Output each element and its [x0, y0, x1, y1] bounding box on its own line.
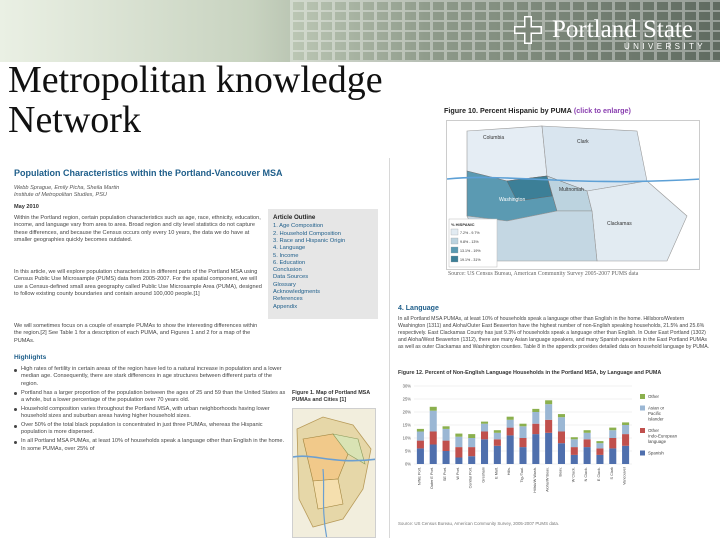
bar-segment — [481, 439, 488, 464]
outline-item[interactable]: 4. Language — [273, 245, 306, 252]
psu-logo-icon — [512, 14, 544, 46]
institute-line: Institute of Metropolitan Studies, PSU — [14, 192, 107, 198]
bar-segment — [571, 439, 578, 447]
map-label-clark: Clark — [577, 139, 589, 145]
outline-item[interactable]: Acknowledgments — [273, 289, 321, 296]
legend-label: Indo-European — [648, 433, 678, 439]
bar-segment — [507, 435, 514, 464]
y-tick-label: 25% — [402, 396, 411, 402]
bar-segment — [532, 424, 539, 434]
highlight-item: In all Portland MSA PUMAs, at least 10% of households speak a language other than English in the home. In some PUMAs, over 25% of — [14, 438, 286, 453]
intro-paragraph-1: Within the Portland region, certain population characteristics such as age, race, ethnicity, education, income, and language vary from area to area. Broad region and city level statistics do not capture these differences, and because the Census occurs only every 10 years, the data we do have at smaller geographies quickly becomes outdated. — [14, 215, 261, 244]
y-tick-label: 30% — [402, 383, 411, 389]
x-tick-label: S Clark — [609, 467, 614, 480]
legend-label: language — [648, 439, 667, 444]
language-stacked-bar-chart — [392, 380, 718, 512]
outline-item[interactable]: Glossary — [273, 281, 296, 288]
bar-segment — [609, 438, 616, 448]
outline-item[interactable]: 6. Education — [273, 259, 306, 266]
legend-label: Spanish — [648, 450, 664, 456]
x-tick-label: N Clack. — [584, 467, 589, 482]
bar-segment — [545, 400, 552, 404]
bar-segment — [443, 451, 450, 464]
outline-item[interactable]: 1. Age Composition — [273, 223, 324, 230]
bar-segment — [558, 443, 565, 464]
figure10-title — [444, 107, 631, 114]
bar-segment — [609, 448, 616, 464]
intro-paragraph-2: In this article, we will explore population characteristics in different parts of the Portland MSA using Census Public Use Microsample (PUMS) data from 2005-2007. For the spatial component, we will use a Census-defined small area geography called Public Use Microsample Area (PUMA), designed to follow existing county boundaries and contain around 100,000 people.[1] — [14, 269, 262, 298]
legend-swatch — [640, 451, 645, 456]
outline-item[interactable]: 5. Income — [273, 252, 299, 259]
x-tick-label: Tig./Tual. — [520, 467, 524, 483]
bar-segment — [468, 456, 475, 464]
outline-item[interactable]: References — [273, 296, 303, 303]
article-date: May 2010 — [14, 204, 39, 210]
x-tick-label: SE Port. — [443, 467, 448, 482]
x-tick-label: W Clack. — [571, 467, 576, 483]
bar-segment — [494, 439, 501, 446]
outline-item[interactable]: 3. Race and Hispanic Origin — [273, 238, 346, 244]
bar-segment — [455, 447, 462, 457]
bar-segment — [558, 414, 565, 417]
bar-segment — [494, 433, 501, 440]
bar-segment — [507, 420, 514, 428]
chart-source: Source: US Census Bureau, American Community Survey, 2005-2007 PUMS data. — [398, 521, 559, 526]
bar-segment — [468, 434, 475, 438]
bar-segment — [417, 441, 424, 449]
legend-title: % HISPANIC — [451, 222, 475, 227]
figure1-caption: Figure 1. Map of Portland MSA PUMAs and Cities [1] — [292, 390, 370, 403]
outline-item[interactable]: Conclusion — [273, 267, 302, 274]
map-label-multnomah: Multnomah — [559, 187, 584, 193]
map-label-columbia: Columbia — [483, 135, 505, 141]
x-tick-label: E Mult. — [494, 467, 499, 479]
bar-segment — [481, 424, 488, 432]
bar-segment — [455, 437, 462, 447]
authors-line: Webb Sprague, Emily Picha, Sheila Martin — [14, 185, 120, 191]
bar-segment — [532, 434, 539, 464]
hispanic-map — [447, 121, 700, 270]
legend-entry: 19.1% - 31% — [460, 258, 481, 262]
article-title: Population Characteristics within the Portland-Vancouver MSA — [14, 168, 283, 178]
left-article-screenshot — [6, 158, 390, 538]
y-tick-label: 20% — [402, 409, 411, 415]
x-tick-label: E Clack. — [596, 467, 601, 482]
bar-segment — [584, 430, 591, 433]
highlight-item: Portland has a larger proportion of the population between the ages of 25 and 59 than the United States as a whole, but a lower percentage of the population over 70 years old. — [14, 390, 286, 405]
legend-entry: 9.8% - 13% — [460, 240, 479, 244]
legend-swatch — [640, 406, 645, 411]
x-tick-label: Outer E Port. — [430, 467, 435, 490]
x-tick-label: Beav. — [558, 467, 563, 477]
bar-segment — [622, 422, 629, 425]
bar-segment — [443, 429, 450, 441]
highlight-item: High rates of fertility in certain areas of the region have led to a natural increase in population and a lower median age. Consequently, there are stark differences in age structures between different parts of the region. — [14, 366, 286, 388]
bar-segment — [584, 439, 591, 447]
legend-label: Asian or — [648, 405, 665, 411]
highlights-heading: Highlights — [14, 354, 47, 361]
x-tick-label: Central Port. — [468, 467, 473, 489]
bar-segment — [558, 432, 565, 444]
bar-segment — [584, 447, 591, 464]
bar-segment — [481, 422, 488, 424]
header-banner — [0, 0, 720, 62]
bar-segment — [417, 429, 424, 432]
bar-segment — [468, 438, 475, 447]
bar-segment — [532, 409, 539, 412]
bar-segment — [519, 424, 526, 427]
map-legend — [449, 219, 497, 267]
legend-label: Islander — [648, 416, 664, 422]
legend-label: Other — [648, 394, 659, 399]
language-paragraph: In all Portland MSA PUMAs, at least 10% of households speak a language other than English in the home. Hillsboro/Western Washington (1311) and Aloha/Outer East Beaverton have the highest number of non-English speaking households, 21.5% and 25.6% respectively. East Clackamas County has just 9.3% of households speak a language other than English. In Outer East Portland (1302) and Aloha/West Beaverton (1312), there are many Asian language speakers, and many Spanish speakers in the East Portland PUMAs as well as outer Clackamas and Washington counties. Table 8 in the appendix provides detailed data on household language by PUMA. — [398, 316, 710, 350]
figure12-title: Figure 12. Percent of Non-English Language Households in the Portland MSA, by Language and PUMA — [398, 370, 662, 376]
bar-segment — [507, 417, 514, 420]
bar-segment — [430, 432, 437, 445]
bar-segment — [571, 455, 578, 464]
y-tick-label: 10% — [402, 435, 411, 441]
psu-logo[interactable] — [512, 14, 707, 51]
map-label-washington: Washington — [499, 197, 526, 203]
bar-segment — [596, 448, 603, 455]
bar-segment — [545, 404, 552, 420]
bar-segment — [609, 428, 616, 431]
bar-segment — [571, 447, 578, 455]
bar-segment — [455, 458, 462, 465]
bar-segment — [455, 434, 462, 437]
logo-subtitle: UNIVERSITY — [624, 42, 707, 51]
outline-heading: Article Outline — [273, 214, 316, 221]
bar-segment — [430, 411, 437, 432]
highlight-item: Over 50% of the total black population is concentrated in just three PUMAs, whereas the Hispanic population is more dispersed. — [14, 422, 286, 437]
bar-segment — [519, 447, 526, 464]
bar-segment — [545, 433, 552, 464]
bar-segment — [481, 432, 488, 440]
enlarge-link[interactable]: (click to enlarge) — [573, 106, 631, 115]
bar-segment — [622, 425, 629, 434]
bar-segment — [622, 446, 629, 464]
logo-name: Portland State — [552, 16, 693, 43]
x-tick-label: Gresham — [481, 467, 486, 483]
figure1-map[interactable] — [292, 408, 376, 538]
figure10-map[interactable] — [446, 120, 700, 270]
intro-paragraph-3: We will sometimes focus on a couple of example PUMAs to show the interesting differences within the region.[2] See Table 1 for a description of each PUMA, and Figures 1 and 2 for a map of the PUMAs. — [14, 323, 258, 344]
highlight-item: Household composition varies throughout the Portland MSA, with urban neighborhoods having lower household sizes and suburban areas having higher household sizes. — [14, 406, 286, 421]
bar-segment — [545, 420, 552, 433]
outline-item[interactable]: Appendix — [273, 303, 298, 310]
bar-segment — [443, 426, 450, 429]
bar-segment — [507, 428, 514, 436]
bar-segment — [584, 433, 591, 440]
bar-segment — [519, 438, 526, 447]
bar-segment — [430, 407, 437, 411]
bar-segment — [571, 437, 578, 439]
x-tick-label: Aloha/W Beav. — [545, 467, 550, 492]
bar-segment — [596, 441, 603, 443]
outline-item[interactable]: Data Sources — [273, 274, 309, 281]
bar-segment — [468, 447, 475, 456]
bar-segment — [596, 455, 603, 464]
bar-segment — [494, 430, 501, 433]
x-tick-label: N/NE Port. — [417, 467, 422, 486]
bar-segment — [417, 448, 424, 464]
legend-entry: 13.1% - 19% — [460, 249, 481, 253]
y-tick-label: 15% — [402, 422, 411, 428]
map-image — [293, 409, 376, 538]
bar-segment — [417, 432, 424, 441]
x-tick-label: Hillsb/W Wash. — [532, 467, 537, 493]
legend-swatch — [640, 394, 645, 399]
bar-segment — [558, 417, 565, 431]
y-tick-label: 0% — [404, 461, 411, 467]
outline-item[interactable]: 2. Household Composition — [273, 230, 341, 237]
bar-segment — [622, 434, 629, 446]
article-outline — [268, 209, 378, 319]
x-tick-label: Vancouver — [622, 467, 627, 485]
figure10-title-text: Figure 10. Percent Hispanic by PUMA — [444, 106, 572, 115]
bar-segment — [519, 426, 526, 438]
bar-segment — [443, 441, 450, 451]
bar-segment — [494, 446, 501, 464]
article-authors — [14, 185, 119, 199]
slide-title: Metropolitan knowledge Network — [8, 59, 383, 141]
bar-segment — [609, 430, 616, 438]
right-article-screenshot — [392, 98, 718, 540]
map-source: Source: US Census Bureau, American Community Survey 2005-2007 PUMS data — [448, 271, 639, 277]
legend-entry: 7.2% - 9.7% — [460, 231, 480, 235]
bar-segment — [596, 443, 603, 448]
language-heading: 4. Language — [398, 305, 439, 312]
legend-label: Pacific — [648, 411, 661, 416]
x-tick-label: Hills. — [507, 467, 512, 476]
legend-label: Other — [648, 428, 659, 433]
legend-swatch — [640, 428, 645, 433]
bar-segment — [532, 412, 539, 424]
highlights-list — [14, 366, 286, 454]
map-label-clackamas: Clackamas — [607, 221, 632, 227]
y-tick-label: 5% — [404, 448, 411, 454]
x-tick-label: W Port. — [455, 467, 460, 480]
bar-segment — [430, 445, 437, 465]
